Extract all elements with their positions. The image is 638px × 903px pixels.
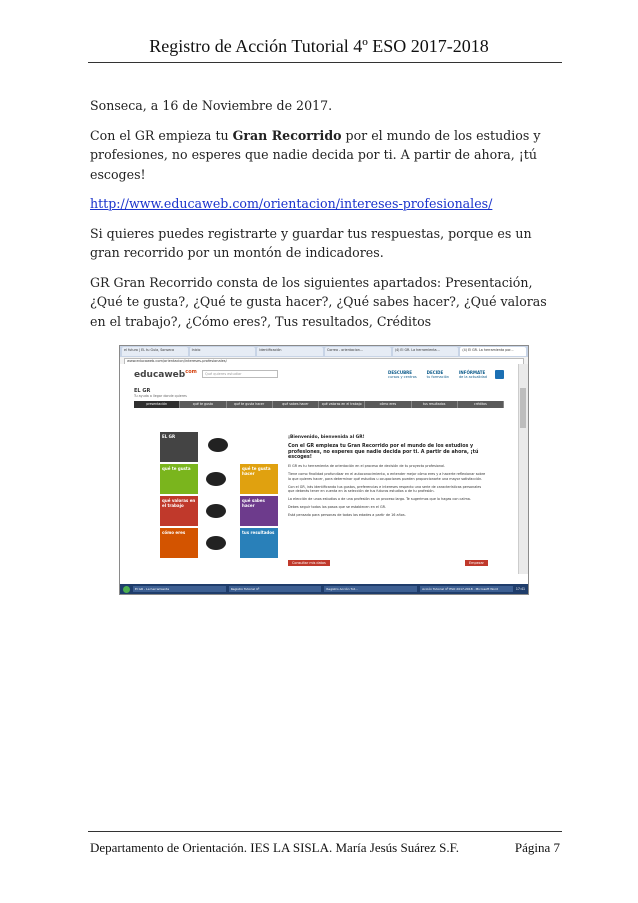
welcome-paragraph: Debes seguir todos los pasos que se establecen en el GR. <box>288 504 386 509</box>
tile-como-eres[interactable] <box>160 528 198 558</box>
welcome-panel <box>288 436 488 521</box>
gr-subtitle: Tu ayuda a llegar donde quieres <box>134 394 187 398</box>
welcome-paragraph: Con el GR, irás identificando tus gustos, preferencias e intereses respecto una serie de características personales que deberás tener en cuenta en la selección de tus futuros estudios o de tu profesión. <box>288 484 482 494</box>
tile-label: EL GR <box>162 434 176 439</box>
footer-divider <box>88 831 562 832</box>
pan-image <box>206 472 226 486</box>
menu-que-sabes-hacer[interactable]: qué sabes hacer <box>273 401 319 408</box>
logo-sup: com <box>185 368 197 375</box>
intro-paragraph <box>90 126 560 185</box>
link-paragraph <box>90 194 560 214</box>
tile-que-valoras[interactable] <box>160 496 198 526</box>
header-divider <box>88 62 562 63</box>
pan-image <box>206 536 226 550</box>
educaweb-logo[interactable] <box>134 369 202 380</box>
nav-decide[interactable] <box>427 370 449 379</box>
nav-descubre[interactable] <box>388 370 417 379</box>
tile-el-gr[interactable] <box>160 432 198 462</box>
empezar-button[interactable]: Empezar <box>465 560 488 566</box>
educaweb-link[interactable]: http://www.educaweb.com/orientacion/intereses-profesionales/ <box>90 196 493 211</box>
welcome-paragraph: Está pensado para personas de todas las edades a partir de 16 años. <box>288 512 406 517</box>
logo-text: educaweb <box>134 369 186 380</box>
embedded-browser-screenshot <box>119 345 529 595</box>
welcome-title: ¡Bienvenido, bienvenida al GR! <box>288 435 365 440</box>
date-line: Sonseca, a 16 de Noviembre de 2017. <box>90 98 333 113</box>
tile-que-sabes-hacer[interactable] <box>240 496 278 526</box>
nav-title: DESCUBRE <box>388 369 412 375</box>
pan-image <box>206 504 226 518</box>
page-header: Registro de Acción Tutorial 4º ESO 2017-2018 <box>149 36 489 56</box>
tile-que-te-gusta-hacer[interactable] <box>240 464 278 494</box>
menu-que-te-gusta[interactable]: qué te gusta <box>180 401 226 408</box>
taskbar-item[interactable]: Registro Acción Tut... <box>324 586 417 592</box>
menu-tus-resultados[interactable]: tus resultados <box>412 401 458 408</box>
browser-tab[interactable]: Identificación <box>257 347 323 356</box>
tile-label: qué sabes hacer <box>242 498 265 508</box>
welcome-paragraph: La elección de unos estudios o de una profesión es un proceso largo. Te sugerimos que lo hagas con calma. <box>288 497 471 502</box>
windows-taskbar <box>120 584 528 594</box>
taskbar-item[interactable]: El GR - La herramienta <box>133 586 226 592</box>
gr-title: EL GR <box>134 388 151 394</box>
register-paragraph: Si quieres puedes registrarte y guardar tus respuestas, porque es un gran recorrido por un montón de indicadores. <box>90 225 532 260</box>
site-nav <box>388 370 487 379</box>
menu-que-te-gusta-hacer[interactable]: qué te gusta hacer <box>227 401 273 408</box>
browser-tab[interactable]: el futuro | EL tu Guía, Sonseca <box>122 347 188 356</box>
tile-label: qué valoras en el trabajo <box>162 498 196 508</box>
nav-sub: cursos y centros <box>388 374 417 379</box>
pan-image <box>208 438 228 452</box>
tile-label: qué te gusta <box>162 466 191 471</box>
welcome-lead: Con el GR empieza tu Gran Recorrido por el mundo de los estudios y profesiones, no esperes que nadie decida por ti. A partir de ahora, ¡tú escoges! <box>288 443 479 461</box>
browser-tab[interactable]: Correo - orientacion... <box>325 347 391 356</box>
sections-paragraph: GR Gran Recorrido consta de los siguientes apartados: Presentación, ¿Qué te gusta?, ¿Qué te gusta hacer?, ¿Qué sabes hacer?, ¿Qué valoras en el trabajo?, ¿Cómo eres?, Tus resultados, Créditos <box>90 274 547 329</box>
nav-title: DECIDE <box>426 369 444 375</box>
site-topnav <box>120 364 518 384</box>
tile-tus-resultados[interactable] <box>240 528 278 558</box>
nav-sub: tu formación <box>426 374 449 379</box>
menu-creditos[interactable]: créditos <box>458 401 504 408</box>
site-search-input[interactable]: Qué quieres estudiar <box>202 370 278 378</box>
browser-tabbar <box>120 346 528 357</box>
page-footer <box>90 840 560 856</box>
intro-bold: Gran Recorrido <box>232 127 342 143</box>
taskbar-clock: 17:41 <box>515 587 525 591</box>
tile-label: cómo eres <box>162 530 186 535</box>
nav-title: INFÓRMATE <box>458 369 486 375</box>
intro-text-end: por el mundo de los estudios y profesiones, no esperes que nadie decida por ti. A partir de ahora, ¡tú escoges! <box>90 127 541 182</box>
consultar-datos-button[interactable]: Consultar mis datos <box>288 560 330 566</box>
tile-label: qué te gusta hacer <box>242 466 271 476</box>
nav-informate[interactable] <box>459 370 487 379</box>
tile-label: tus resultados <box>242 530 275 535</box>
start-button-icon[interactable] <box>123 586 130 593</box>
nav-sub: de la actualidad <box>458 374 487 379</box>
menu-presentacion[interactable]: presentación <box>134 401 180 408</box>
browser-tab-active[interactable]: (4) El GR. La herramienta por... <box>460 347 526 356</box>
welcome-paragraph: Tiene como finalidad profundizar en el autoconocimiento, a entender mejor cómo eres y a hacerte reflexionar sobre lo que quieres hacer, para determinar qué estudios u ocupaciones pueden proporcionarte una mayor satisfacción. <box>288 471 486 481</box>
welcome-paragraph: El GR es tu herramienta de orientación en el proceso de decisión de tu proyecto profesional. <box>288 464 446 469</box>
page-scrollbar[interactable] <box>518 364 528 574</box>
scroll-thumb[interactable] <box>520 388 526 428</box>
page-number: Página 7 <box>514 840 560 855</box>
footer-department: Departamento de Orientación. IES LA SISLA. María Jesús Suárez S.F. <box>90 840 460 855</box>
gr-tiles <box>160 432 280 562</box>
user-icon[interactable] <box>495 370 504 379</box>
taskbar-item[interactable]: Registro Tutorial 4º <box>229 586 322 592</box>
url-field[interactable]: www.educaweb.com/orientacion/intereses-profesionales/ <box>124 358 524 365</box>
tile-que-te-gusta[interactable] <box>160 464 198 494</box>
gr-menu <box>134 401 504 408</box>
document-body <box>90 96 560 341</box>
intro-text-start: Con el GR empieza tu <box>90 127 233 143</box>
browser-tab[interactable]: (4) El GR. La herramienta... <box>393 347 459 356</box>
taskbar-item[interactable]: Acción Tutorial 4º ESO 2017-2018 - Microsoft Word <box>420 586 513 592</box>
browser-tab[interactable]: Inicio <box>190 347 256 356</box>
menu-como-eres[interactable]: cómo eres <box>365 401 411 408</box>
educaweb-page <box>120 364 518 574</box>
menu-que-valoras[interactable]: qué valoras en el trabajo <box>319 401 365 408</box>
